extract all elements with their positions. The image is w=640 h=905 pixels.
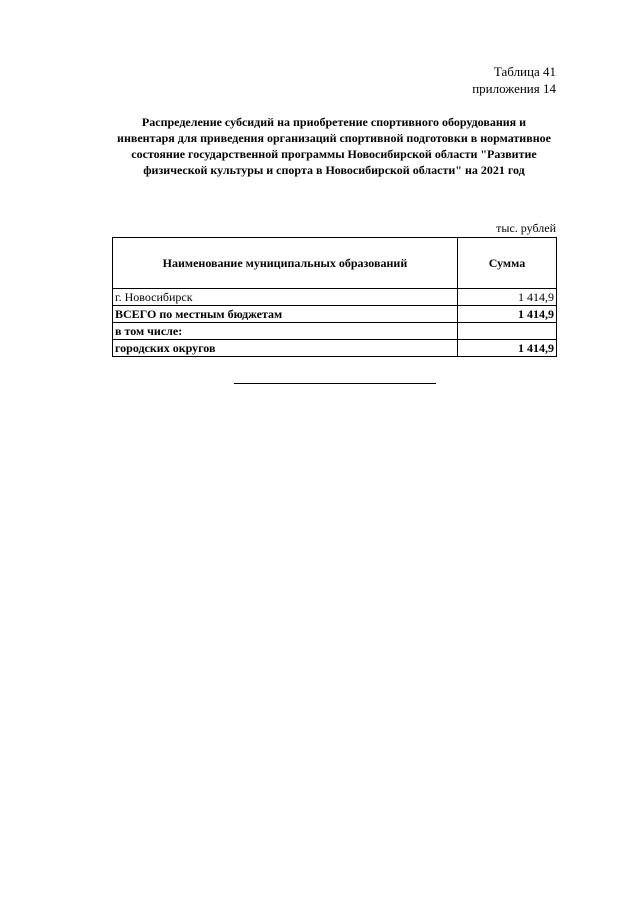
document-title: Распределение субсидий на приобретение спортивного оборудования и инвентаря для приведения организаций спортивной подготовки в нормативное состояние государственной программы Новосибирской области "Развитие физической культуры и спорта в Новосибирской области" на 2021 год	[117, 115, 551, 177]
row-sum-cell: 1 414,9	[457, 306, 556, 323]
column-header-name: Наименование муниципальных образований	[113, 238, 458, 289]
table-row	[113, 289, 557, 306]
row-name-cell: г. Новосибирск	[113, 289, 458, 306]
end-divider-line	[234, 383, 436, 384]
column-header-sum: Сумма	[457, 238, 556, 289]
table-row-total	[113, 306, 557, 323]
subsidy-table	[112, 237, 557, 357]
table-header-row	[113, 238, 557, 289]
row-sum-cell: 1 414,9	[457, 289, 556, 306]
appendix-reference: приложения 14	[472, 81, 556, 96]
row-name-cell: ВСЕГО по местным бюджетам	[113, 306, 458, 323]
units-label: тыс. рублей	[496, 221, 556, 235]
row-name-cell: в том числе:	[113, 323, 458, 340]
table-number: Таблица 41	[493, 64, 556, 79]
table-row	[113, 340, 557, 357]
row-name-cell: городских округов	[113, 340, 458, 357]
row-sum-cell	[457, 323, 556, 340]
table-reference	[472, 63, 556, 97]
row-sum-cell: 1 414,9	[457, 340, 556, 357]
table-row-subheading	[113, 323, 557, 340]
